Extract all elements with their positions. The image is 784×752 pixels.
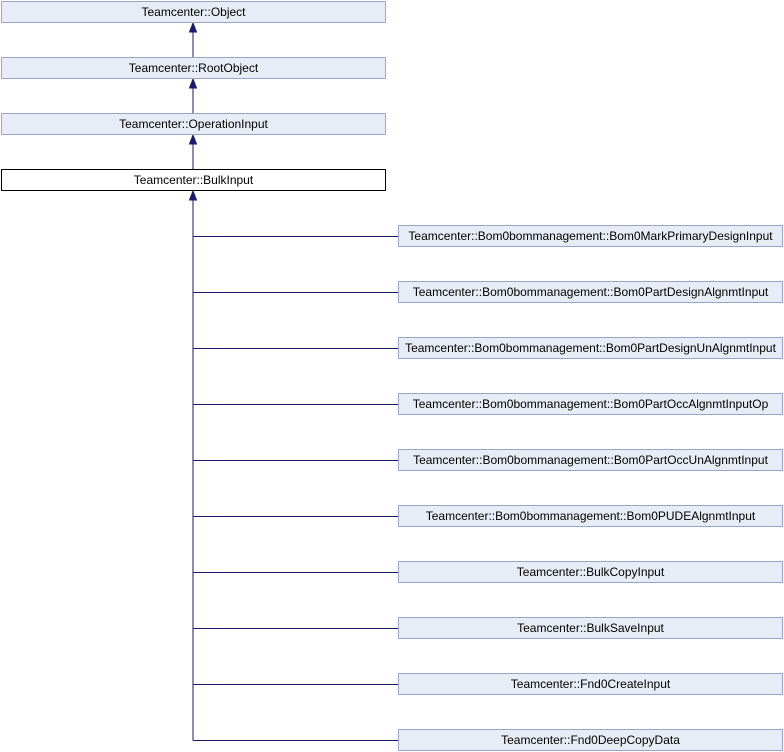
child-bom0-part-design-un-algnmt-input[interactable] [399, 338, 783, 359]
arrowhead-focus-bulk-input [190, 135, 197, 144]
child-bom0-part-occ-algnmt-input-op-label: Teamcenter::Bom0bommanagement::Bom0PartOccAlgnmtInputOp [412, 397, 769, 411]
arrowhead-ancestor-root-object [190, 23, 197, 32]
child-bom0-part-occ-un-algnmt-input[interactable] [399, 450, 783, 471]
child-bulk-save-input[interactable] [399, 618, 783, 639]
child-bom0-part-design-algnmt-input[interactable] [399, 282, 783, 303]
child-fnd0-create-input-label: Teamcenter::Fnd0CreateInput [510, 677, 671, 691]
focus-bulk-input [2, 170, 386, 191]
child-fnd0-create-input[interactable] [399, 674, 783, 695]
ancestor-root-object[interactable] [2, 58, 386, 79]
child-bom0-mark-primary-design-input-label: Teamcenter::Bom0bommanagement::Bom0MarkPrimaryDesignInput [408, 229, 773, 243]
child-bom0-pude-algnmt-input-label: Teamcenter::Bom0bommanagement::Bom0PUDEAlgnmtInput [425, 509, 756, 523]
child-bom0-pude-algnmt-input[interactable] [399, 506, 783, 527]
ancestor-operation-input-label: Teamcenter::OperationInput [119, 117, 268, 131]
focus-bulk-input-label: Teamcenter::BulkInput [133, 173, 254, 187]
ancestor-root-object-label: Teamcenter::RootObject [128, 61, 259, 75]
ancestor-operation-input[interactable] [2, 114, 386, 135]
ancestor-object[interactable] [2, 2, 386, 23]
arrowhead-ancestor-operation-input [190, 79, 197, 88]
child-bom0-part-occ-un-algnmt-input-label: Teamcenter::Bom0bommanagement::Bom0PartOccUnAlgnmtInput [413, 453, 768, 467]
child-fnd0-deep-copy-data-label: Teamcenter::Fnd0DeepCopyData [501, 733, 680, 747]
child-fnd0-deep-copy-data[interactable] [399, 730, 783, 751]
child-bom0-part-design-un-algnmt-input-label: Teamcenter::Bom0bommanagement::Bom0PartDesignUnAlgnmtInput [405, 341, 776, 355]
child-bom0-mark-primary-design-input[interactable] [399, 226, 783, 247]
ancestor-object-label: Teamcenter::Object [141, 5, 246, 19]
class-nodes [2, 2, 783, 751]
child-bulk-save-input-label: Teamcenter::BulkSaveInput [517, 621, 664, 635]
child-bom0-part-occ-algnmt-input-op[interactable] [399, 394, 783, 415]
child-bulk-copy-input[interactable] [399, 562, 783, 583]
child-bom0-part-design-algnmt-input-label: Teamcenter::Bom0bommanagement::Bom0PartDesignAlgnmtInput [412, 285, 769, 299]
arrowhead-children [190, 191, 197, 200]
child-bulk-copy-input-label: Teamcenter::BulkCopyInput [516, 565, 665, 579]
